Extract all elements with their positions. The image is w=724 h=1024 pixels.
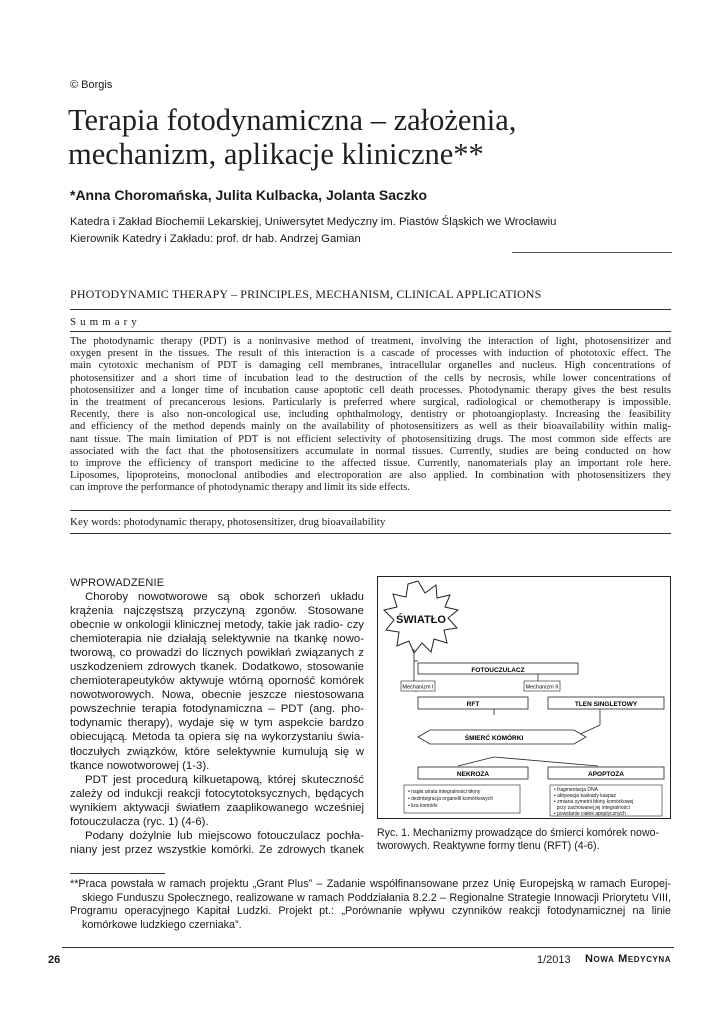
paragraph-line: obecnie w onkologii klinicznej metody, takie jak radio- czy [70, 619, 364, 632]
english-title: PHOTODYNAMIC THERAPY – PRINCIPLES, MECHANISM, CLINICAL APPLICATIONS [70, 287, 542, 301]
mechanism-2-label: Mechanizm II [525, 684, 559, 691]
article-title [68, 103, 668, 171]
burst-label: ŚWIATŁO [396, 614, 446, 626]
abstract-line: can improve the performance of photodynamic therapy and limit its side effects. [70, 482, 410, 494]
paragraph-line: niany jest przez wszystkie komórki. Ze zdrowych tkanek [70, 843, 364, 856]
abstract-line: oxygen present in the tissues. The result of this interaction is a cascade of processes with induction of phototoxic effect. The [70, 348, 671, 360]
abstract-line: in the treatment of precancerous lesions. Particularly is preferred where surgical, radiological or chemotherapy is impossible. [70, 397, 671, 409]
abstract-line: Recently, there is also non-oncological use, including ophthalmology, dentistry or photoangioplasty. Increasing the feasibility [70, 409, 671, 421]
photosensitizer-label: FOTOUCZULACZ [471, 667, 525, 674]
mechanism-1-label: Mechanizm I [402, 684, 434, 691]
footnote-line: komórkowe ludzkiego czerniaka”. [82, 918, 242, 931]
paragraph-line: Choroby nowotworowe są obok schorzeń układu [85, 591, 364, 603]
apoptosis-feature: przy zachowanej jej integralności [554, 805, 630, 811]
paragraph-line: PDT jest procedurą kilkuetapową, której skuteczność [85, 773, 364, 786]
caption-line: Ryc. 1. Mechanizmy prowadzące do śmierci komórek nowo- [377, 827, 660, 839]
journal-name: Nowa Medycyna [585, 953, 672, 965]
figure-caption [377, 827, 671, 852]
paragraph-line: fotouczulacza (ryc. 1) (4-6). [70, 815, 209, 828]
paragraph-line: krążenia najczęstszą przyczyną zgonów. Stosowane [70, 605, 364, 618]
apoptosis-feature: • zmiana symetrii błony komórkowej [554, 799, 634, 805]
necrosis-label: NEKROZA [456, 771, 490, 778]
abstract-line: Liposomes, lipoproteins, monoclonal antibodies and electroporation are also applied. In combination with photosensitizers they [70, 470, 671, 482]
footer-divider [62, 947, 674, 948]
footnote-line: Programu operacyjnego Kapitał Ludzki. Projekt pt.: „Porównanie wpływu czynników reakcji fotodynamicznej na linie [70, 905, 671, 918]
caption-line: tworowych. Reaktywne formy tlenu (RFT) (4-6). [377, 839, 600, 852]
divider [70, 510, 671, 511]
summary-heading: Summary [70, 316, 141, 328]
paragraph-line: wynikiem aktywacji światłem zaaplikowanego wcześniej [70, 801, 364, 814]
rft-label: RFT [466, 701, 480, 708]
title-line: mechanizm, aplikacje kliniczne** [68, 137, 484, 171]
apoptosis-feature: • aktywacja kaskady kaspaz [554, 793, 617, 799]
page-number: 26 [48, 954, 61, 966]
apoptosis-label: APOPTOZA [588, 771, 624, 778]
section-heading: WPROWADZENIE [70, 577, 165, 589]
footnote [70, 878, 671, 932]
paragraph-line: Podany dożylnie lub miejscowo fotouczulacz pochła- [85, 829, 364, 842]
divider [70, 533, 671, 534]
affiliation [70, 214, 680, 248]
paragraph-line: powszechnie terapia fotodynamiczna – PDT (ang. pho- [70, 703, 364, 716]
singlet-oxygen-label: TLEN SINGLETOWY [574, 701, 638, 708]
abstract-line: photosensitizer and a longer time of incubation cause apoptotic cell death processes. Photodynamic therapy gives the best results [70, 384, 671, 396]
abstract [70, 336, 671, 495]
abstract-line: and efficiency of the method depends mainly on the availability of photosensitizers as well as their bioavailability within malig- [70, 421, 671, 433]
divider [512, 252, 672, 253]
paragraph-line: tworową, co prowadzi do licznych powikłań związanych z [70, 647, 364, 660]
paragraph-line: tłoczułych związków, które selektywnie kumulują się w [70, 745, 364, 758]
keywords: Key words: photodynamic therapy, photosensitizer, drug bioavailability [70, 516, 386, 528]
title-line: Terapia fotodynamiczna – założenia, [68, 103, 517, 137]
abstract-line: nant tissue. The main limitation of PDT is not efficient selectivity of photosensitizing drugs. The most common side effects are [70, 433, 671, 445]
abstract-line: to improve the efficiency of transport medicine to the affected tissue. Currently, nanomaterials play an important role here. [70, 458, 671, 470]
abstract-line: The photodynamic therapy (PDT) is a noninvasive method of treatment, involving the interaction of light, photosensitizer and [70, 336, 671, 347]
mechanism-diagram [378, 577, 670, 818]
copyright-notice: © Borgis [70, 79, 113, 91]
footnote-line: **Praca powstała w ramach projektu „Grant Plus” – Zadanie współfinansowane przez Unię Europejską w ramach Europej- [70, 878, 671, 890]
necrosis-feature: • dezintegracja organelli komórkowych [408, 796, 494, 802]
divider [70, 309, 671, 310]
abstract-line: associated with the fact that the photosensitizers accumulate in normal tissues. Currently, studies are being conducted on how [70, 445, 671, 457]
apoptosis-feature: • powstanie ciałek apoptycznych [554, 811, 626, 817]
abstract-line: main cytotoxic mechanism of PDT is damaging cell membranes, intracellular organelles and nucleus. High concentrations of [70, 360, 671, 372]
paragraph-line: nowotworowych. Nowa, obecnie jeszcze niestosowana [70, 689, 364, 702]
divider [70, 331, 671, 332]
author-list: *Anna Choromańska, Julita Kulbacka, Jolanta Saczko [70, 187, 428, 203]
issue-number: 1/2013 [537, 954, 571, 966]
footnote-line: skiego Funduszu Społecznego, realizowane w ramach Poddziałania 8.2.2 – Regionalne Strategie Innowacji Priorytetu VIII, [82, 891, 671, 904]
paragraph-line: zależy od indukcji reakcji fotocytotoksycznych, będących [70, 787, 364, 800]
footnote-divider [70, 873, 165, 874]
body-text [70, 590, 364, 857]
affiliation-line: Katedra i Zakład Biochemii Lekarskiej, Uniwersytet Medyczny im. Piastów Śląskich we Wrocławiu [70, 216, 557, 228]
abstract-line: photosensitizer and a short time of incubation lead to the destruction of the cells by necrosis, while lower concentrations of [70, 372, 671, 384]
paragraph-line: tkance nowotworowej (1-3). [70, 759, 210, 772]
paragraph-line: chemioterapeutyków aktywuje wtórną oporność komórek [70, 675, 364, 688]
paragraph-line: obiecującą. Metoda ta opiera się na wykorzystaniu świa- [70, 731, 364, 744]
necrosis-feature: • nagła utrata integralności błony [408, 789, 481, 795]
paragraph-line: chemioterapia nie działają selektywnie na tkankę nowo- [70, 633, 364, 646]
paragraph-line: todynamic therapy), wydaje się w tym aspekcie bardzo [70, 717, 364, 730]
necrosis-feature: • liza komórki [408, 803, 438, 809]
figure-diagram [377, 576, 671, 819]
affiliation-line: Kierownik Katedry i Zakładu: prof. dr hab. Andrzej Gamian [70, 233, 361, 245]
paragraph-line: uszkodzeniem zdrowych tkanek. Dodatkowo, stosowanie [70, 661, 364, 674]
apoptosis-feature: • fragmentacja DNA [554, 787, 598, 793]
cell-death-label: ŚMIERĆ KOMÓRKI [464, 735, 524, 742]
